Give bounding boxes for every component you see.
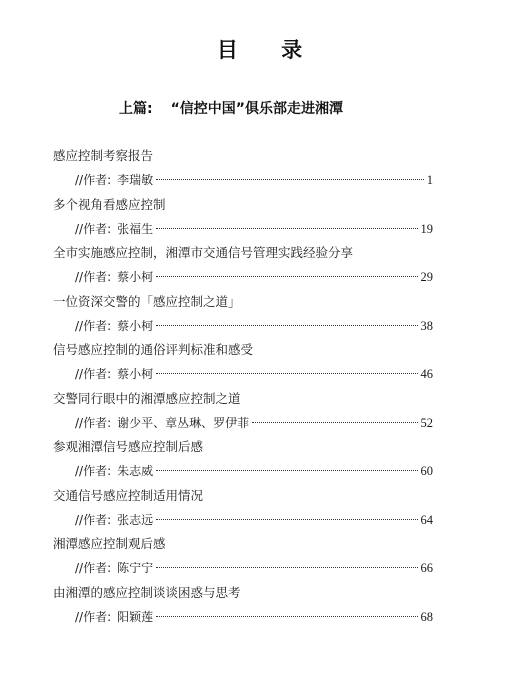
author-name: 蔡小柯 xyxy=(117,318,154,333)
dot-leader xyxy=(156,276,417,277)
dot-leader xyxy=(156,567,417,568)
entry-author-line xyxy=(53,459,433,483)
page-number: 46 xyxy=(420,367,433,381)
author-prefix: //作者: xyxy=(75,367,112,381)
section-part-label: 上篇: xyxy=(119,101,153,117)
section-name: “信控中国”俱乐部走进湘潭 xyxy=(170,101,344,117)
author-prefix: //作者: xyxy=(75,609,112,624)
toc-entry[interactable] xyxy=(53,435,433,484)
dot-leader xyxy=(156,616,417,617)
entry-title[interactable]: 感应控制考察报告 xyxy=(53,148,154,163)
dot-leader xyxy=(156,325,417,326)
author-prefix: //作者: xyxy=(75,318,112,333)
entry-title[interactable]: 信号感应控制的通俗评判标准和感受 xyxy=(53,342,254,357)
author-prefix: //作者: xyxy=(75,173,112,187)
author-name: 蔡小柯 xyxy=(117,270,154,284)
page-number: 52 xyxy=(420,415,433,430)
dot-leader xyxy=(156,373,417,374)
toc-entry[interactable] xyxy=(53,387,433,436)
author-name: 陈宁宁 xyxy=(117,561,154,575)
page-number: 29 xyxy=(420,270,433,284)
page-number: 1 xyxy=(426,173,433,187)
author-name: 张福生 xyxy=(117,221,154,236)
toc-entry[interactable] xyxy=(53,290,433,339)
entry-author-line xyxy=(53,314,433,338)
author-prefix: //作者: xyxy=(75,221,112,236)
author-prefix: //作者: xyxy=(75,270,112,284)
author-name: 朱志威 xyxy=(117,464,154,478)
page-number: 19 xyxy=(420,221,433,236)
dot-leader xyxy=(252,422,417,423)
toc-entry[interactable] xyxy=(53,144,433,193)
author-name: 李瑞敏 xyxy=(117,173,154,187)
page-number: 66 xyxy=(420,561,433,575)
author-name: 阳颖莲 xyxy=(117,609,154,624)
entry-title[interactable]: 一位资深交警的「感应控制之道」 xyxy=(53,293,241,309)
page-title: 目 录 xyxy=(216,38,321,62)
author-name: 张志远 xyxy=(117,512,154,527)
page-number: 68 xyxy=(420,609,433,624)
entry-title[interactable]: 由湘潭的感应控制谈谈困惑与思考 xyxy=(53,584,241,600)
dot-leader xyxy=(156,519,417,520)
toc-entry[interactable] xyxy=(53,484,433,533)
entry-author-line xyxy=(53,217,433,241)
entry-title[interactable]: 交警同行眼中的湘潭感应控制之道 xyxy=(53,390,241,406)
entry-author-line xyxy=(53,362,433,386)
page-number: 60 xyxy=(420,464,433,478)
entry-author-line xyxy=(53,508,433,532)
entry-author-line xyxy=(53,168,433,192)
entry-title[interactable]: 参观湘潭信号感应控制后感 xyxy=(53,439,204,454)
entry-title[interactable]: 交通信号感应控制适用情况 xyxy=(53,487,204,503)
entry-author-line xyxy=(53,411,433,435)
author-name: 蔡小柯 xyxy=(117,367,154,381)
author-prefix: //作者: xyxy=(75,512,112,527)
author-prefix: //作者: xyxy=(75,561,112,575)
dot-leader xyxy=(156,470,417,471)
author-prefix: //作者: xyxy=(75,464,112,478)
entry-author-line xyxy=(53,556,433,580)
author-name: 谢少平、章丛琳、罗伊菲 xyxy=(117,415,250,430)
entry-title[interactable]: 全市实施感应控制，湘潭市交通信号管理实践经验分享 xyxy=(53,245,354,260)
page-number: 38 xyxy=(420,318,433,333)
toc-entry[interactable] xyxy=(53,241,433,290)
toc-entry[interactable] xyxy=(53,581,433,630)
toc-entry[interactable] xyxy=(53,338,433,387)
entry-author-line xyxy=(53,265,433,289)
author-prefix: //作者: xyxy=(75,415,112,430)
dot-leader xyxy=(156,228,417,229)
entry-author-line xyxy=(53,605,433,629)
section-heading xyxy=(119,98,343,118)
entry-title[interactable]: 多个视角看感应控制 xyxy=(53,196,166,212)
toc-entries xyxy=(53,144,433,629)
toc-entry[interactable] xyxy=(53,532,433,581)
dot-leader xyxy=(156,179,424,180)
toc-entry[interactable] xyxy=(53,193,433,242)
entry-title[interactable]: 湘潭感应控制观后感 xyxy=(53,536,166,551)
page-number: 64 xyxy=(420,512,433,527)
